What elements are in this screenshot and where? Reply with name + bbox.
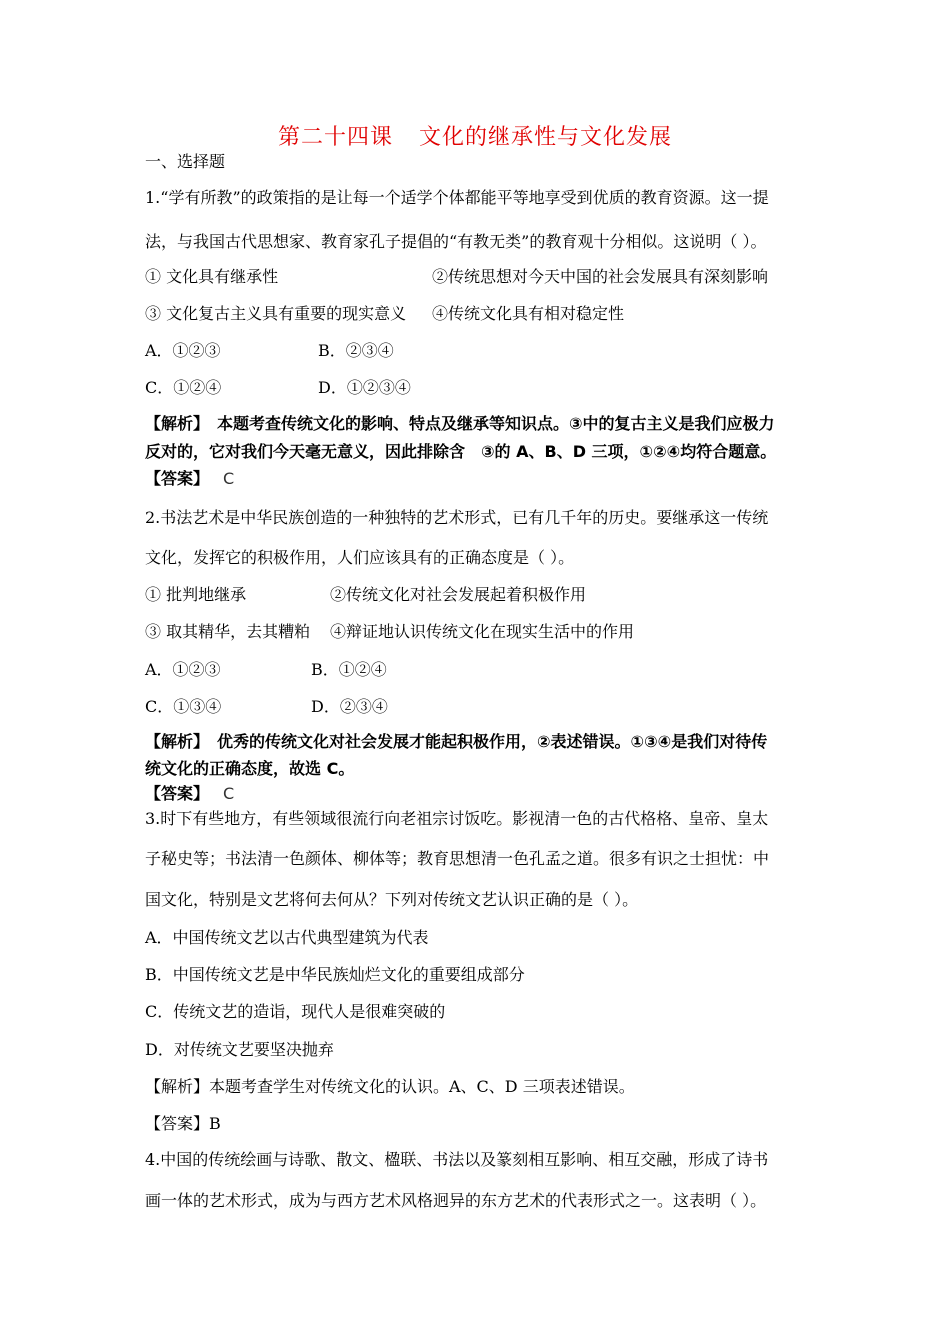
q2-answer-label: 【答案】 [145,784,210,803]
q1-answer-label: 【答案】 [145,469,210,488]
q1-analysis-line1: 【解析】 本题考查传统文化的影响、特点及继承等知识点。③中的复古主义是我们应极力 [145,414,775,433]
q2-option-1: ① 批判地继承 [145,585,247,604]
q3-answer: 【答案】B [145,1114,221,1133]
q2-choice-c: C．①③④ [145,697,222,716]
q1-stem-line1: 1.“学有所教”的政策指的是让每一个适学个体都能平等地享受到优质的教育资源。这一提 [145,188,769,207]
q2-answer-value: C [223,784,235,803]
page-title [0,120,950,151]
q2-choice-d: D．②③④ [311,697,388,716]
q2-option-2: ②传统文化对社会发展起着积极作用 [330,585,587,604]
q3-choice-d: D．对传统文艺要坚决抛弃 [145,1040,334,1059]
q1-choice-d: D．①②③④ [318,378,411,397]
q2-answer [145,784,234,804]
q2-option-4: ④辩证地认识传统文化在现实生活中的作用 [330,622,635,641]
q3-choice-b: B．中国传统文艺是中华民族灿烂文化的重要组成部分 [145,965,525,984]
q1-option-2: ②传统思想对今天中国的社会发展具有深刻影响 [432,267,769,286]
q2-analysis-line1: 【解析】 优秀的传统文化对社会发展才能起积极作用，②表述错误。①③④是我们对待传 [145,732,768,751]
q3-stem-line2: 子秘史等；书法清一色颜体、柳体等；教育思想清一色孔孟之道。很多有识之士担忧：中 [145,849,770,868]
q1-option-4: ④传统文化具有相对稳定性 [432,304,625,323]
q3-stem-line3: 国文化，特别是文艺将何去何从？下列对传统文艺认识正确的是（ ）。 [145,890,639,909]
q2-stem-line1: 2.书法艺术是中华民族创造的一种独特的艺术形式，已有几千年的历史。要继承这一传统 [145,508,769,527]
q1-analysis-line2: 反对的，它对我们今天毫无意义，因此排除含 ③的 A、B、D 三项，①②④均符合题意。 [145,442,777,461]
q3-stem-line1: 3.时下有些地方，有些领域很流行向老祖宗讨饭吃。影视清一色的古代格格、皇帝、皇太 [145,809,769,828]
q2-stem-line2: 文化，发挥它的积极作用，人们应该具有的正确态度是（ ）。 [145,548,575,567]
q2-option-3: ③ 取其精华，去其糟粕 [145,622,311,641]
q1-stem-line2: 法，与我国古代思想家、教育家孔子提倡的“有教无类”的教育观十分相似。这说明（ ）。 [145,232,767,251]
title-topic: 文化的继承性与文化发展 [419,125,673,150]
q4-stem-line2: 画一体的艺术形式，成为与西方艺术风格迥异的东方艺术的代表形式之一。这表明（ ）。 [145,1191,767,1210]
q1-answer-value: C [223,469,235,488]
q3-choice-c: C．传统文艺的造诣，现代人是很难突破的 [145,1002,446,1021]
q2-analysis-line2: 统文化的正确态度，故选 C。 [145,759,355,778]
q1-option-3: ③ 文化复古主义具有重要的现实意义 [145,304,407,323]
q2-choice-a: A．①②③ [145,660,221,679]
section-heading: 一、选择题 [145,152,226,171]
q2-choice-b: B．①②④ [311,660,387,679]
q3-analysis: 【解析】本题考查学生对传统文化的认识。A、C、D 三项表述错误。 [145,1077,635,1096]
q4-stem-line1: 4.中国的传统绘画与诗歌、散文、楹联、书法以及篆刻相互影响、相互交融，形成了诗书 [145,1150,769,1169]
title-lesson: 第二十四课 [277,125,393,150]
q1-option-1: ① 文化具有继承性 [145,267,279,286]
q1-choice-b: B．②③④ [318,341,394,360]
q1-answer [145,469,234,489]
q1-choice-a: A．①②③ [145,341,221,360]
q3-choice-a: A．中国传统文艺以古代典型建筑为代表 [145,928,429,947]
q1-choice-c: C．①②④ [145,378,222,397]
